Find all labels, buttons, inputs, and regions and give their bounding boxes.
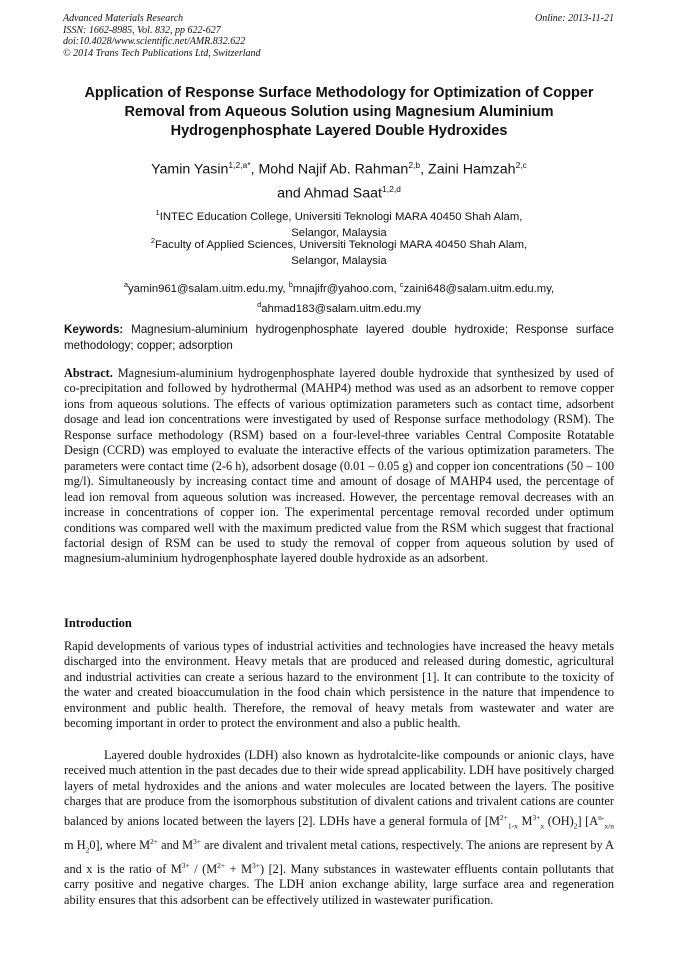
author-list <box>60 156 618 203</box>
formula-sup: 3+ <box>181 860 190 870</box>
paragraph-text: Layered double hydroxides (LDH) also known as hydrotalcite-like compounds or anionic clays, have received much attention in the past decades due to their wide spread applicability. LDH have positively charged layers of metal hydroxides and the anions and water molecules are located between the layers. The positive charges that are produce from the isomorphous substitution of divalent cations and trivalent cations are counter balanced by anions located between the layers [2]. LDHs have a general formula of [M <box>64 748 614 828</box>
journal-header <box>63 13 443 59</box>
paragraph-text: ) [2]. Many substances in wastewater effluents contain pollutants that carry positive and negative charges. The LDH anion exchange ability, large surface area and regeneration ability ensures that this adsorbent can be effectively utilized in wastewater purification. <box>64 861 614 907</box>
formula-sub: x/n <box>604 821 615 831</box>
affiliation-sup: 1 <box>155 208 160 217</box>
paragraph-text: / (M <box>189 861 218 876</box>
paragraph-text: and M <box>157 837 194 852</box>
author-name: Mohd Najif Ab. Rahman <box>258 161 409 178</box>
author-affil-sup: 2,b <box>408 160 421 170</box>
formula-sup: 2+ <box>499 812 508 822</box>
author-separator: , <box>250 161 259 178</box>
paper-title: Application of Response Surface Methodology for Optimization of Copper Removal from Aqueous Solution using Magnesium Aluminium Hydrogenphosphate Layered Double Hydroxides <box>84 85 594 139</box>
paragraph-text: are divalent and trivalent metal cations, respectively. The anions are represent by A and x is the ratio of M <box>64 837 614 876</box>
issn-line: ISSN: 1662-8985, Vol. 832, pp 622-627 <box>63 24 221 36</box>
affiliation-line: Faculty of Applied Sciences, Universiti Teknologi MARA 40450 Shah Alam, <box>155 238 528 251</box>
email-sup: d <box>257 299 262 309</box>
affiliation-line: INTEC Education College, Universiti Teknologi MARA 40450 Shah Alam, <box>159 210 523 223</box>
formula-sup: 3+ <box>532 812 541 822</box>
affiliation-sup: 2 <box>150 236 155 245</box>
author-affil-sup: 1,2,d <box>382 183 401 194</box>
journal-name: Advanced Materials Research <box>63 13 184 24</box>
email-sup: c <box>399 280 404 289</box>
paragraph-text: ] [A <box>577 813 599 828</box>
formula-sup: 3+ <box>193 836 201 846</box>
paragraph-text: m H <box>64 837 86 852</box>
intro-paragraph-2 <box>64 748 614 908</box>
email-list <box>60 277 618 317</box>
formula-sub: 1-x <box>507 821 518 831</box>
formula-sub: 2 <box>85 845 90 855</box>
author-name: and Ahmad Saat <box>277 185 382 202</box>
author-affil-sup: 1,2,a* <box>228 160 251 170</box>
email-address[interactable]: zaini648@salam.uitm.edu.my, <box>403 282 555 295</box>
formula-sup: 3+ <box>252 860 260 870</box>
email-sup: a <box>123 280 128 289</box>
keywords-text: Magnesium-aluminium hydrogenphosphate layered double hydroxide; Response surface methodology; copper; adsorption <box>64 323 614 352</box>
email-address[interactable]: ahmad183@salam.uitm.edu.my <box>261 302 421 315</box>
copyright-line: © 2014 Trans Tech Publications Ltd, Switzerland <box>63 47 261 59</box>
keywords-label: Keywords: <box>64 323 124 336</box>
paragraph-text: + M <box>225 861 252 876</box>
author-affil-sup: 2,c <box>515 160 527 170</box>
email-sup: b <box>288 280 293 289</box>
affiliation-2 <box>60 233 618 269</box>
intro-paragraph-1: Rapid developments of various types of industrial activities and technologies have increased the heavy metals discharged into the environment. Heavy metals that are produced and released during domestic, agricultural and industrial activities can create a serious hazard to the environment [1]. It can contribute to the toxicity of the water and created bioaccumulation in the food chain which persistence in the nature that impendence to environment and public health. Therefore, the removal of heavy metals from wastewater and water are becoming important in order to protect the environment and also a public health. <box>64 639 614 731</box>
formula-sub: 2 <box>573 821 578 831</box>
section-heading: Introduction <box>64 616 132 630</box>
abstract-block <box>64 366 614 567</box>
formula-sub: x <box>540 821 545 831</box>
email-address[interactable]: mnajifr@yahoo.com, <box>292 282 400 295</box>
formula-sup: 2+ <box>150 836 158 846</box>
formula-sup: n- <box>598 812 605 822</box>
author-separator: , <box>420 161 429 178</box>
doi-line: doi:10.4028/www.scientific.net/AMR.832.622 <box>63 36 246 47</box>
affiliation-line: Selangor, Malaysia <box>291 254 387 267</box>
formula-sup: 2+ <box>217 860 226 870</box>
author-name: Yamin Yasin <box>151 161 229 178</box>
formula-text: (OH) <box>544 813 574 828</box>
email-address[interactable]: yamin961@salam.uitm.edu.my, <box>127 282 289 295</box>
abstract-label: Abstract. <box>64 366 113 380</box>
paragraph-text: 0], where M <box>89 837 150 852</box>
formula-text: M <box>517 813 533 828</box>
affiliation-line: Selangor, Malaysia <box>291 226 387 239</box>
author-name: Zaini Hamzah <box>428 161 516 178</box>
abstract-text: Magnesium-aluminium hydrogenphosphate layered double hydroxide that synthesized by used of co-precipitation and followed by hydrothermal (MAHP4) method was used as an adsorbent to remove copper ions from aqueous solutions. The effects of various optimization parameters such as contact time, adsorbent dosage and lead ion concentrations were investigated by used of Response surface methodology (RSM). The Response surface methodology (RSM) based on a four-level-three variables Central Composite Rotatable Design (CCRD) was employed to evaluate the interactive effects of the various optimization parameters. The parameters were contact time (2-6 h), adsorbent dosage (0.01 – 0.05 g) and copper ion concentrations (50 – 100 mg/l). Simultaneously by increasing contact time and amount of dosage of MAHP4 used, the percentage of lead ion removal from aqueous solution was increased. However, the percentage removal decreases with an increase in concentrations of copper ion. The experimental percentage removal recorded under optimum conditions was compared well with the maximum predicted value from the RSM which suggest that fractional factorial design of RSM can be used to study the removal of copper from aqueous solution by used of magnesium-aluminium hydrogenphosphate layered double hydroxide as an adsorbent. <box>64 366 614 566</box>
keywords-block <box>64 322 614 353</box>
online-date: Online: 2013-11-21 <box>535 13 614 24</box>
